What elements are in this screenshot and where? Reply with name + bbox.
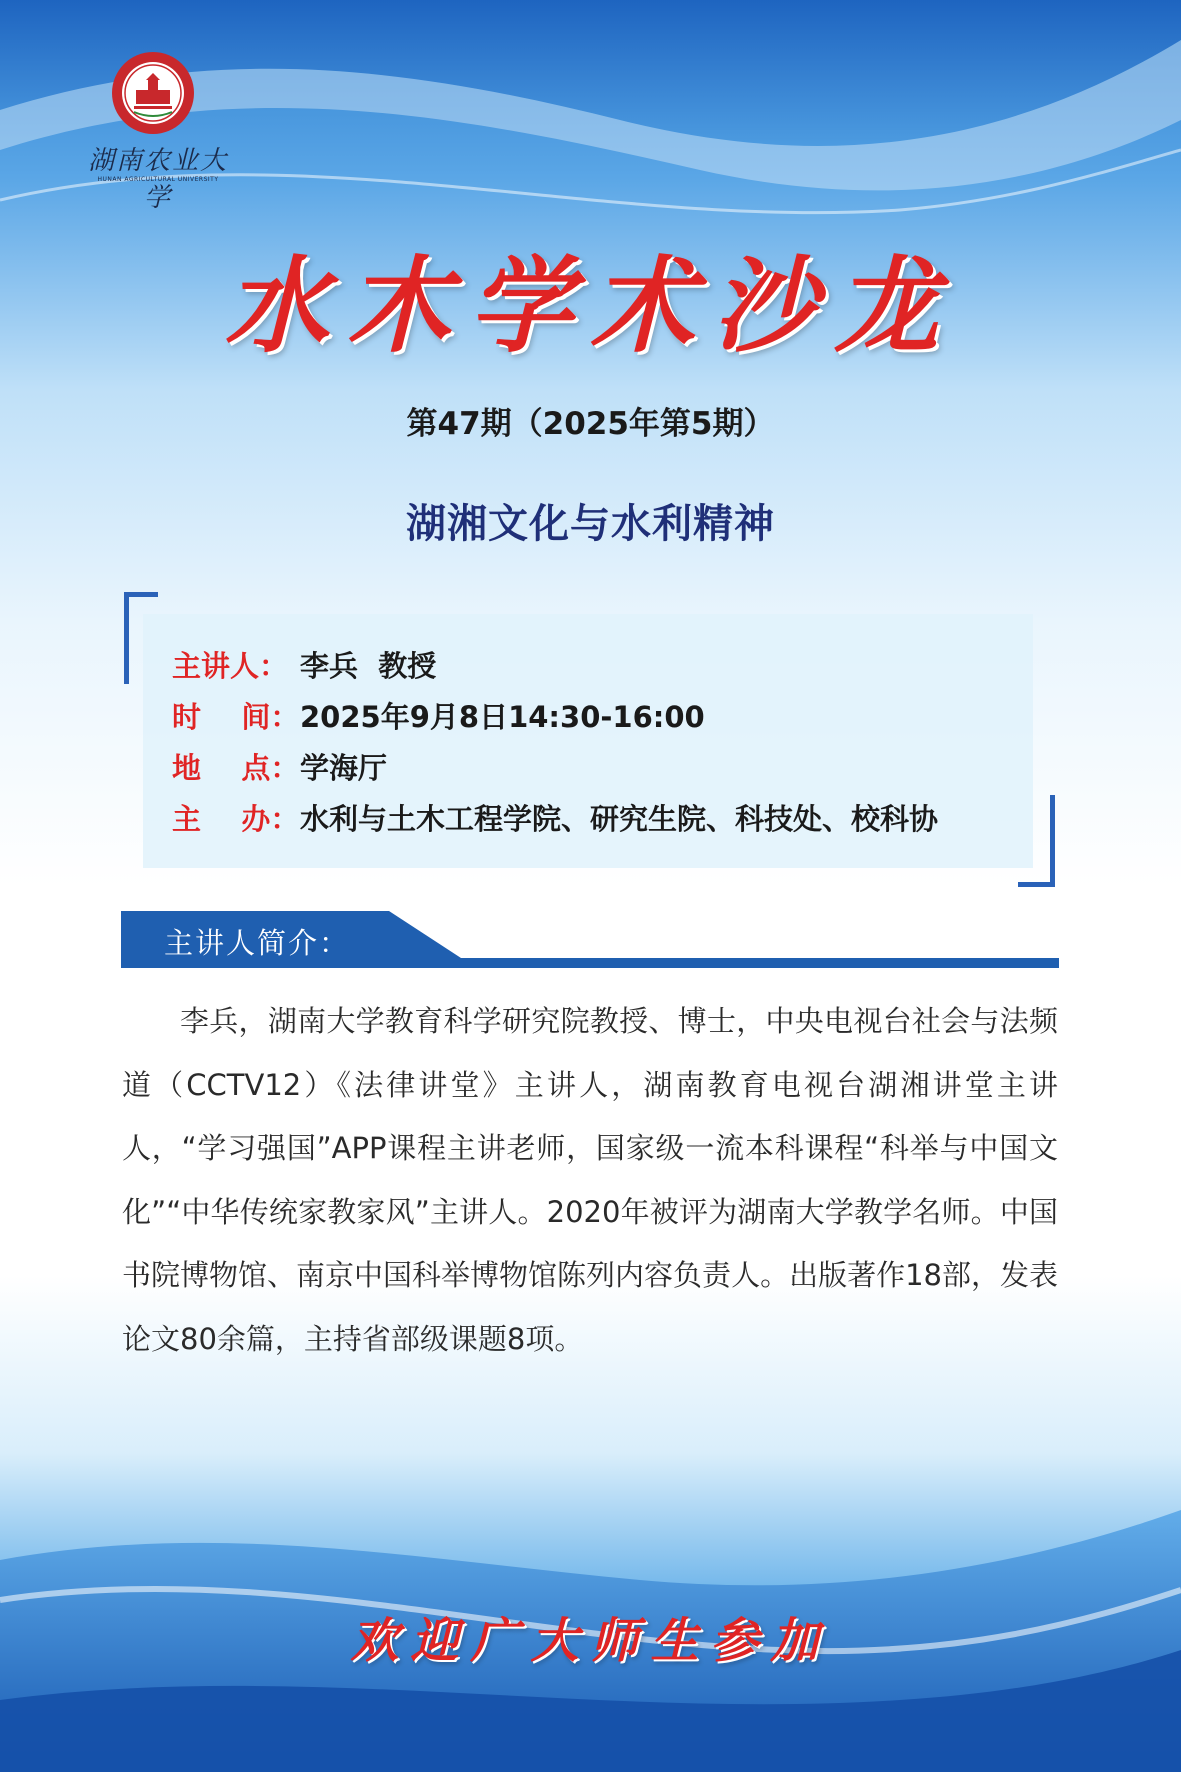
speaker-label: 主讲人：	[172, 648, 289, 683]
university-emblem-icon	[110, 50, 196, 136]
corner-bracket-bottom-right	[1018, 795, 1055, 887]
host-label: 主 办：	[172, 801, 300, 836]
time-value: 2025年9月8日14:30-16:00	[300, 699, 705, 734]
welcome-message: 欢迎广大师生参加	[350, 1613, 831, 1669]
speaker-bio: 李兵，湖南大学教育科学研究院教授、博士，中央电视台社会与法频道（CCTV12）《法律讲堂》主讲人，湖南教育电视台湖湘讲堂主讲人，“学习强国”APP课程主讲老师，国家级一流本科课程“科举与中国文化”“中华传统家教家风”主讲人。2020年被评为湖南大学教学名师。中国书院博物馆、南京中国科举博物馆陈列内容负责人。出版著作18部，发表论文80余篇，主持省部级课题8项。	[122, 1004, 1058, 1356]
time-label: 时 间：	[172, 699, 300, 734]
lecture-topic: 湖湘文化与水利精神	[406, 501, 775, 547]
info-row-speaker	[172, 642, 436, 686]
bio-heading: 主讲人简介：	[164, 926, 351, 960]
speaker-value: 李兵 教授	[300, 648, 437, 683]
page-title: 水木学术沙龙	[224, 244, 957, 367]
place-label: 地 点：	[172, 750, 300, 785]
info-row-time	[172, 693, 705, 737]
issue-number: 第47期（2025年第5期）	[406, 406, 775, 442]
info-row-place	[172, 744, 387, 788]
university-logo	[78, 42, 238, 213]
info-row-host	[172, 795, 938, 839]
host-value: 水利与土木工程学院、研究生院、科技处、校科协	[300, 801, 939, 836]
place-value: 学海厅	[300, 750, 388, 785]
university-name: 湖南农业大学	[87, 146, 228, 213]
corner-bracket-top-left	[124, 592, 158, 684]
university-name-en: HUNAN AGRICULTURAL UNIVERSITY	[97, 176, 219, 183]
